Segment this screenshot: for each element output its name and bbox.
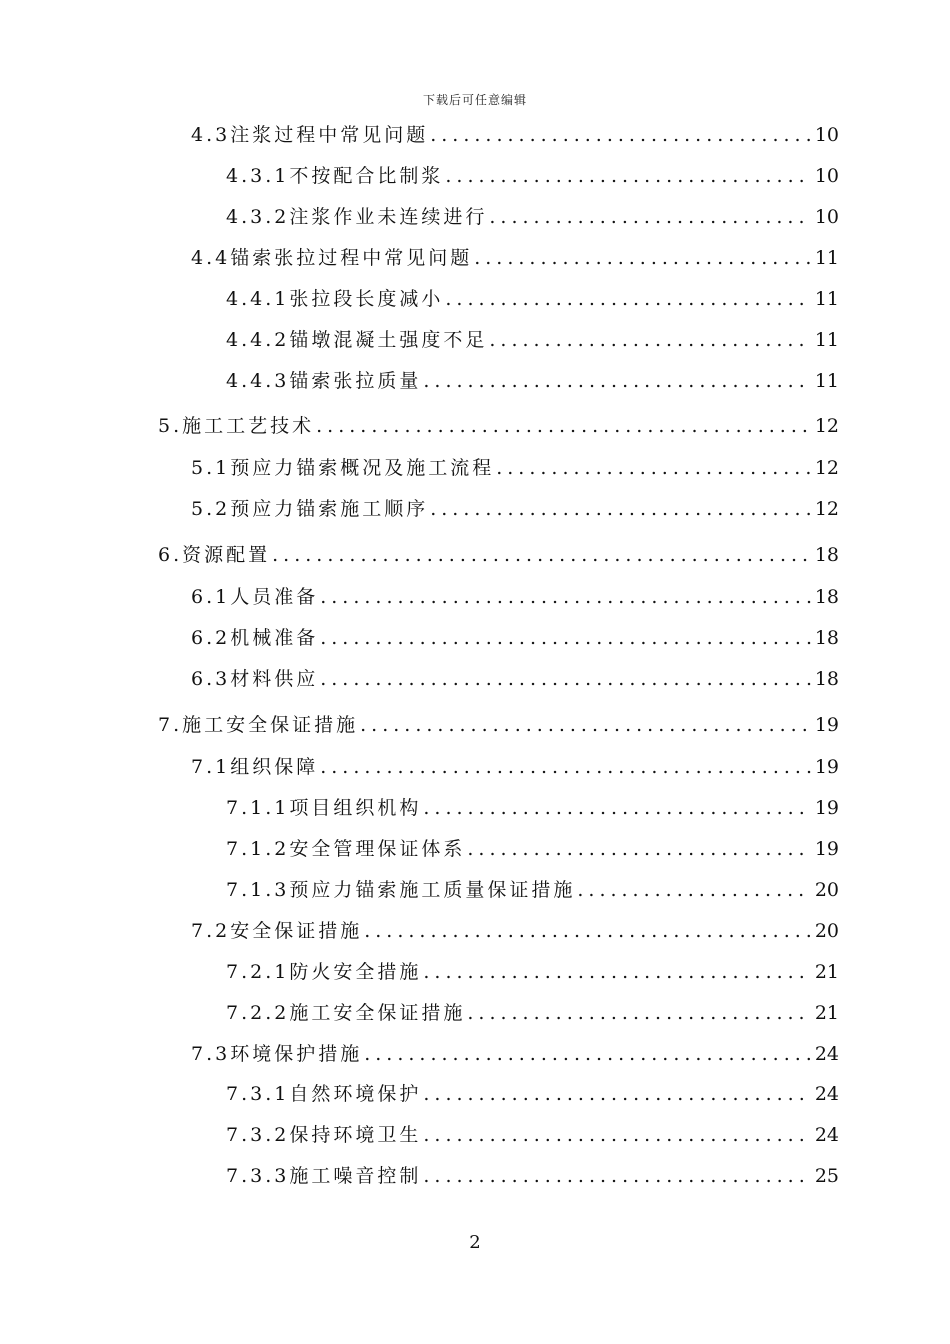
toc-entry-page: 12: [814, 415, 839, 437]
toc-dot-leader: [423, 366, 810, 396]
toc-entry[interactable]: [226, 325, 839, 355]
toc-dot-leader: [423, 793, 810, 823]
toc-entry-page: 18: [814, 627, 839, 649]
toc-entry[interactable]: [226, 161, 839, 191]
toc-dot-leader: [320, 582, 811, 612]
toc-dot-leader: [272, 540, 811, 570]
toc-entry-label: 7.1.3预应力锚索施工质量保证措施: [226, 879, 576, 901]
toc-dot-leader: [467, 998, 810, 1028]
toc-entry-label: 5.1预应力锚索概况及施工流程: [191, 457, 495, 479]
toc-dot-leader: [316, 411, 811, 441]
toc-entry[interactable]: [158, 540, 839, 570]
toc-entry-label: 7.2安全保证措施: [191, 920, 363, 942]
toc-entry[interactable]: [191, 623, 839, 653]
toc-entry-page: 21: [814, 961, 839, 983]
toc-entry-page: 21: [814, 1002, 839, 1024]
toc-entry[interactable]: [191, 916, 839, 946]
toc-dot-leader: [496, 453, 811, 483]
toc-entry[interactable]: [191, 243, 839, 273]
toc-dot-leader: [445, 284, 810, 314]
toc-entry-label: 4.4.2锚墩混凝土强度不足: [226, 329, 488, 351]
toc-entry-page: 11: [814, 329, 839, 351]
toc-entry[interactable]: [191, 1039, 839, 1069]
toc-entry-page: 24: [814, 1043, 839, 1065]
toc-dot-leader: [430, 120, 811, 150]
toc-entry-page: 20: [814, 920, 839, 942]
toc-entry[interactable]: [191, 582, 839, 612]
toc-dot-leader: [360, 710, 811, 740]
toc-entry-page: 19: [814, 714, 839, 736]
toc-dot-leader: [577, 875, 810, 905]
toc-entry-page: 10: [814, 206, 839, 228]
toc-dot-leader: [423, 957, 810, 987]
toc-dot-leader: [320, 752, 811, 782]
toc-dot-leader: [423, 1079, 810, 1109]
page-header-note: 下载后可任意编辑: [422, 93, 527, 107]
toc-dot-leader: [489, 202, 810, 232]
toc-entry-label: 7.施工安全保证措施: [158, 714, 359, 736]
toc-entry-page: 18: [814, 544, 839, 566]
toc-entry-label: 7.2.2施工安全保证措施: [226, 1002, 466, 1024]
toc-dot-leader: [430, 494, 811, 524]
toc-entry[interactable]: [191, 494, 839, 524]
toc-entry-label: 7.1.1项目组织机构: [226, 797, 422, 819]
page-number: 2: [469, 1232, 481, 1253]
toc-entry[interactable]: [226, 284, 839, 314]
toc-entry-label: 4.3注浆过程中常见问题: [191, 124, 429, 146]
toc-entry-label: 6.资源配置: [158, 544, 271, 566]
toc-dot-leader: [474, 243, 811, 273]
toc-dot-leader: [320, 623, 811, 653]
toc-entry-page: 25: [814, 1165, 839, 1187]
toc-entry-label: 7.2.1防火安全措施: [226, 961, 422, 983]
toc-entry-page: 19: [814, 797, 839, 819]
toc-entry-label: 4.4锚索张拉过程中常见问题: [191, 247, 473, 269]
toc-dot-leader: [423, 1120, 810, 1150]
toc-entry-label: 7.3.2保持环境卫生: [226, 1124, 422, 1146]
toc-entry[interactable]: [226, 957, 839, 987]
toc-entry[interactable]: [226, 998, 839, 1028]
toc-dot-leader: [445, 161, 810, 191]
toc-entry-label: 7.3.3施工噪音控制: [226, 1165, 422, 1187]
toc-entry[interactable]: [191, 120, 839, 150]
toc-entry-page: 24: [814, 1083, 839, 1105]
toc-entry-page: 11: [814, 288, 839, 310]
toc-entry-page: 19: [814, 756, 839, 778]
toc-entry-label: 6.1人员准备: [191, 586, 319, 608]
toc-entry-label: 7.1组织保障: [191, 756, 319, 778]
toc-entry[interactable]: [158, 411, 839, 441]
toc-entry-page: 12: [814, 457, 839, 479]
toc-dot-leader: [467, 834, 810, 864]
toc-entry-label: 5.施工工艺技术: [158, 415, 315, 437]
toc-entry-page: 10: [814, 165, 839, 187]
toc-entry-label: 5.2预应力锚索施工顺序: [191, 498, 429, 520]
toc-entry-page: 24: [814, 1124, 839, 1146]
toc-entry-label: 7.1.2安全管理保证体系: [226, 838, 466, 860]
toc-entry-label: 4.3.1不按配合比制浆: [226, 165, 444, 187]
toc-entry-page: 18: [814, 586, 839, 608]
toc-dot-leader: [364, 1039, 811, 1069]
toc-entry-page: 12: [814, 498, 839, 520]
toc-entry-page: 19: [814, 838, 839, 860]
toc-entry[interactable]: [226, 202, 839, 232]
toc-entry-label: 4.3.2注浆作业未连续进行: [226, 206, 488, 228]
toc-entry[interactable]: [226, 1161, 839, 1191]
toc-entry-page: 20: [814, 879, 839, 901]
toc-entry-label: 6.2机械准备: [191, 627, 319, 649]
toc-entry[interactable]: [226, 875, 839, 905]
toc-entry[interactable]: [226, 366, 839, 396]
toc-dot-leader: [320, 664, 811, 694]
toc-dot-leader: [489, 325, 810, 355]
toc-entry-label: 6.3材料供应: [191, 668, 319, 690]
toc-entry-label: 7.3环境保护措施: [191, 1043, 363, 1065]
toc-entry-label: 7.3.1自然环境保护: [226, 1083, 422, 1105]
toc-entry[interactable]: [191, 453, 839, 483]
toc-entry-label: 4.4.1张拉段长度减小: [226, 288, 444, 310]
toc-entry[interactable]: [191, 752, 839, 782]
toc-entry-page: 11: [814, 247, 839, 269]
toc-entry-label: 4.4.3锚索张拉质量: [226, 370, 422, 392]
toc-entry-page: 10: [814, 124, 839, 146]
toc-entry[interactable]: [226, 793, 839, 823]
toc-entry-page: 18: [814, 668, 839, 690]
toc-entry-page: 11: [814, 370, 839, 392]
toc-entry[interactable]: [226, 1120, 839, 1150]
toc-entry[interactable]: [226, 834, 839, 864]
toc-entry[interactable]: [158, 710, 839, 740]
toc-dot-leader: [423, 1161, 810, 1191]
toc-entry[interactable]: [226, 1079, 839, 1109]
toc-entry[interactable]: [191, 664, 839, 694]
toc-dot-leader: [364, 916, 811, 946]
